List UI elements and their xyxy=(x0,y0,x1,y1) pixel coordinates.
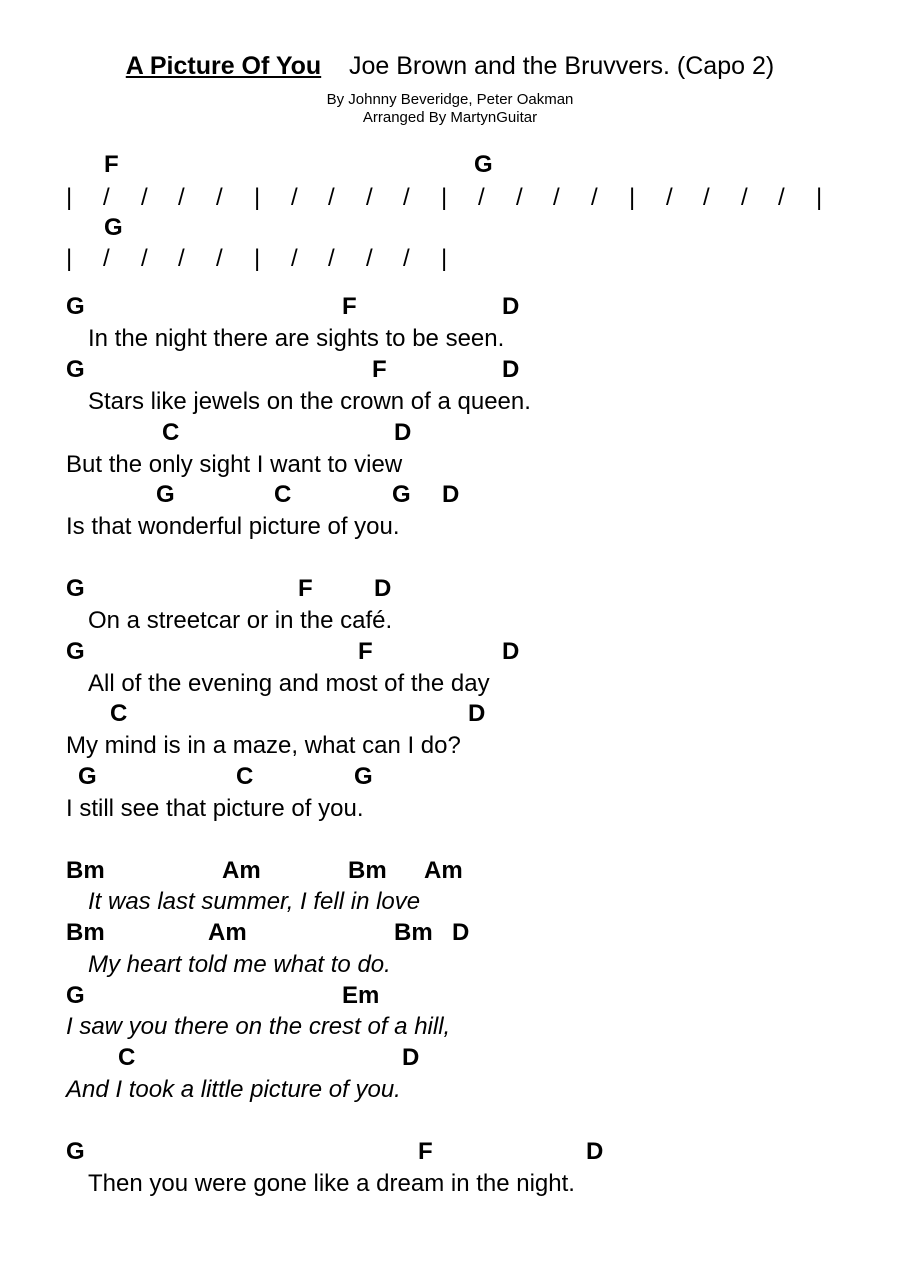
chord-line xyxy=(66,637,886,667)
beat-slash: / xyxy=(103,245,110,272)
chord: Bm xyxy=(66,857,105,884)
lyric-text: My mind is in a maze, what can I do? xyxy=(66,732,461,759)
intro-bar-row-1 xyxy=(66,183,886,213)
beat-slash: / xyxy=(403,184,410,211)
lyric-line xyxy=(66,731,886,761)
chord: G xyxy=(78,763,97,790)
lyric-line xyxy=(66,1169,886,1199)
chord-line xyxy=(66,574,886,604)
chord: C xyxy=(162,419,180,446)
chord: C xyxy=(110,700,128,727)
chord: G xyxy=(104,214,123,241)
chord: D xyxy=(586,1138,604,1165)
chord: F xyxy=(342,293,357,320)
lyric-line xyxy=(66,794,886,824)
bar-line: | xyxy=(254,245,261,272)
chord: F xyxy=(372,356,387,383)
chord-line xyxy=(66,418,886,448)
beat-slash: / xyxy=(403,245,410,272)
lyric-text: In the night there are sights to be seen. xyxy=(88,325,505,352)
lyric-text: Stars like jewels on the crown of a queen. xyxy=(88,388,531,415)
chord: Am xyxy=(424,857,463,884)
bar-line: | xyxy=(816,184,823,211)
beat-slash: / xyxy=(291,184,298,211)
lyric-text: On a streetcar or in the café. xyxy=(88,607,393,634)
lyric-line xyxy=(66,887,886,917)
lyric-line xyxy=(66,512,886,542)
arranger-credit: Arranged By MartynGuitar xyxy=(362,109,538,126)
beat-slash: / xyxy=(291,245,298,272)
beat-slash: / xyxy=(516,184,523,211)
song-header xyxy=(0,50,900,127)
chord-line xyxy=(66,918,886,948)
lyric-text: Then you were gone like a dream in the night. xyxy=(88,1170,575,1197)
lyric-line xyxy=(66,1012,886,1042)
chord-line xyxy=(66,699,886,729)
chord: F xyxy=(418,1138,433,1165)
chord: G xyxy=(66,575,85,602)
chord: Am xyxy=(208,919,247,946)
chord: Bm xyxy=(348,857,387,884)
chord: G xyxy=(392,481,411,508)
chord: D xyxy=(468,700,486,727)
chord: D xyxy=(502,293,520,320)
beat-slash: / xyxy=(553,184,560,211)
chord: D xyxy=(402,1044,420,1071)
lyric-line xyxy=(66,1075,886,1105)
bar-line: | xyxy=(254,184,261,211)
intro-chord-row-2 xyxy=(66,213,886,243)
chord-line xyxy=(66,355,886,385)
chord: Bm xyxy=(66,919,105,946)
chord: D xyxy=(502,638,520,665)
chord-line xyxy=(66,856,886,886)
beat-slash: / xyxy=(178,184,185,211)
beat-slash: / xyxy=(366,245,373,272)
chord: D xyxy=(502,356,520,383)
chord: C xyxy=(236,763,254,790)
lyric-line xyxy=(66,387,886,417)
intro-bar-row-2 xyxy=(66,244,886,274)
bar-line: | xyxy=(441,184,448,211)
beat-slash: / xyxy=(703,184,710,211)
bar-line: | xyxy=(66,184,73,211)
beat-slash: / xyxy=(778,184,785,211)
beat-slash: / xyxy=(328,245,335,272)
beat-slash: / xyxy=(216,245,223,272)
bar-line: | xyxy=(441,245,448,272)
lyric-text: I saw you there on the crest of a hill, xyxy=(66,1013,451,1040)
chord-line xyxy=(66,981,886,1011)
lyric-text: I still see that picture of you. xyxy=(66,795,364,822)
chord: D xyxy=(452,919,470,946)
beat-slash: / xyxy=(216,184,223,211)
chord-line xyxy=(66,762,886,792)
lyric-line xyxy=(66,324,886,354)
chord: F xyxy=(358,638,373,665)
bar-line: | xyxy=(66,245,73,272)
chord-line xyxy=(66,1043,886,1073)
chord: Am xyxy=(222,857,261,884)
intro-chord-row-1 xyxy=(66,150,886,180)
song-title: A Picture Of You xyxy=(125,52,322,80)
chord: D xyxy=(374,575,392,602)
chord: G xyxy=(66,1138,85,1165)
chord: G xyxy=(354,763,373,790)
chord: C xyxy=(274,481,292,508)
chord: F xyxy=(298,575,313,602)
beat-slash: / xyxy=(478,184,485,211)
chord: G xyxy=(66,293,85,320)
writers-credit: By Johnny Beveridge, Peter Oakman xyxy=(326,91,574,108)
chord-line xyxy=(66,292,886,322)
chord: C xyxy=(118,1044,136,1071)
chord: D xyxy=(394,419,412,446)
beat-slash: / xyxy=(141,184,148,211)
lyric-line xyxy=(66,606,886,636)
bar-line: | xyxy=(629,184,636,211)
chord: Bm xyxy=(394,919,433,946)
chord: Em xyxy=(342,982,380,1009)
lyric-text: All of the evening and most of the day xyxy=(88,670,490,697)
beat-slash: / xyxy=(141,245,148,272)
lyric-line xyxy=(66,450,886,480)
lyric-text: But the only sight I want to view xyxy=(66,451,403,478)
lyric-line xyxy=(66,950,886,980)
lyric-text: My heart told me what to do. xyxy=(88,951,391,978)
chord: G xyxy=(66,982,85,1009)
beat-slash: / xyxy=(591,184,598,211)
chord: G xyxy=(66,356,85,383)
lyric-text: Is that wonderful picture of you. xyxy=(66,513,400,540)
chord: G xyxy=(156,481,175,508)
beat-slash: / xyxy=(366,184,373,211)
chord: G xyxy=(66,638,85,665)
beat-slash: / xyxy=(328,184,335,211)
lyric-line xyxy=(66,669,886,699)
beat-slash: / xyxy=(178,245,185,272)
beat-slash: / xyxy=(666,184,673,211)
title-line xyxy=(0,50,900,82)
beat-slash: / xyxy=(741,184,748,211)
beat-slash: / xyxy=(103,184,110,211)
chord: F xyxy=(104,151,119,178)
chord: G xyxy=(474,151,493,178)
lyric-text: It was last summer, I fell in love xyxy=(88,888,421,915)
chord-line xyxy=(66,480,886,510)
artist-capo: Joe Brown and the Bruvvers. (Capo 2) xyxy=(348,52,775,80)
chord: D xyxy=(442,481,460,508)
chord-line xyxy=(66,1137,886,1167)
lyric-text: And I took a little picture of you. xyxy=(66,1076,401,1103)
